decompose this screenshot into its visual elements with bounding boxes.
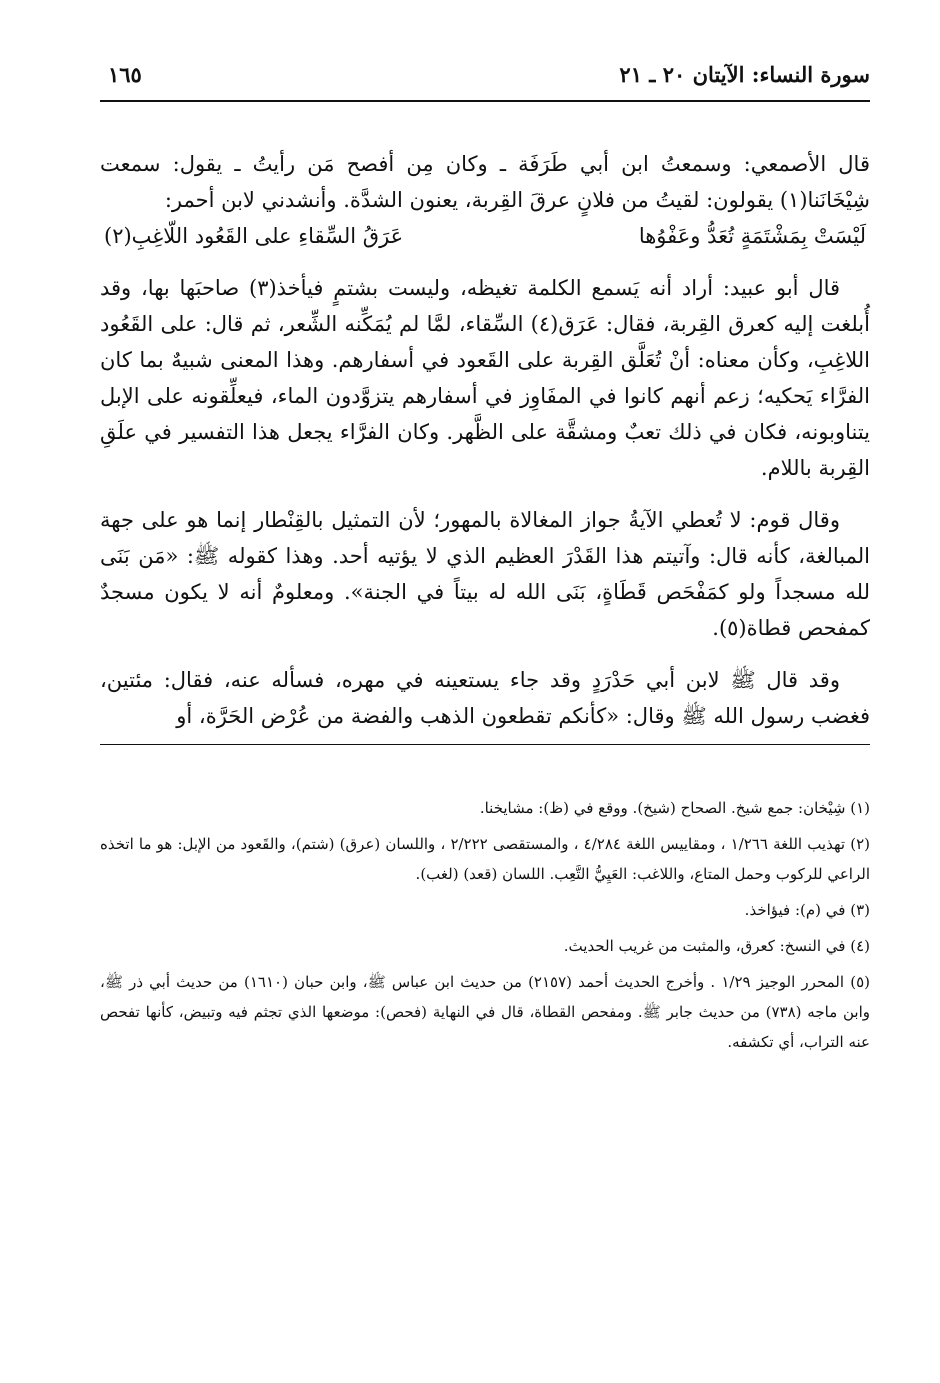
paragraph-3: وقال قوم: لا تُعطي الآيةُ جواز المغالاة بالمهور؛ لأن التمثيل بالقِنْطار إنما هو على جهة المبالغة، كأنه قال: وآتيتم هذا القَدْرَ العظيم الذي لا يؤتيه أحد. وهذا كقوله ﷺ: «مَن بَنَى لله مسجداً ولو كمَفْحَص قَطَاةٍ، بَنَى الله له بيتاً في الجنة». ومعلومٌ أنه لا يكون مسجدٌ كمفحص قطاة(٥).	[100, 508, 870, 640]
footnote-1: (١) شِيْخان: جمع شيخ. الصحاح (شيخ). ووقع في (ظ): مشايخنا.	[479, 799, 870, 817]
footnote-5: (٥) المحرر الوجيز ١/٢٩ . وأخرج الحديث أحمد (٢١٥٧) من حديث ابن عباس ﷺ، وابن حبان (١٦١٠) من حديث أبي ذر ﷺ، وابن ماجه (٧٣٨) من حديث جابر ﷺ. ومفحص القطاة، قال في النهاية (فحص): موضعها الذي تجثم فيه وتبيض، كأنها تفحص عنه التراب، أي تكشفه.	[100, 973, 871, 1051]
document-page	[100, 58, 870, 1063]
footnote-3: (٣) في (م): فيؤاخذ.	[744, 901, 870, 919]
page-number: ١٦٥	[108, 62, 142, 87]
running-title: سورة النساء: الآيتان ٢٠ ـ ٢١	[619, 62, 870, 87]
paragraph-1: قال الأصمعي: وسمعتُ ابن أبي طَرَفَة ـ وكان مِن أفصح مَن رأيتُ ـ يقول: سمعت شِيْخَانَنا(١) يقولون: لقيتُ من فلانٍ عرقَ القِربة، يعنون الشدَّة. وأنشدني لابن أحمر:	[100, 152, 870, 212]
footnote-2: (٢) تهذيب اللغة ١/٢٦٦ ، ومقاييس اللغة ٤/٢٨٤ ، والمستقصى ٢/٢٢٢ ، واللسان (عرق) (شتم)، والقَعود من الإبل: هو ما اتخذه الراعي للركوب وحمل المتاع، واللاغب: العَيِيُّ التَّعِب. اللسان (قعد) (لغب).	[100, 835, 870, 883]
verse-first-hemistich: لَيْسَتْ بِمَشْتَمَةٍ تُعَدُّ وعَفْوُها	[638, 224, 866, 248]
paragraph-2: قال أبو عبيد: أراد أنه يَسمع الكلمة تغيظه، وليست بشتمٍ فيأخذ(٣) صاحبَها بها، وقد أُبلغت إليه كعرق القِربة، فقال: عَرَق(٤) السِّقاء، لمَّا لم يُمَكِّنه الشِّعر، ثم قال: على القَعُود اللاغِبِ، وكأن معناه: أنْ تُعَلَّق القِربة على القَعود في أسفارهم. وهذا المعنى شبيهٌ بما كان الفرَّاء يَحكيه؛ زعم أنهم كانوا في المفَاوِز في أسفارهم يتزوَّدون الماء، فيعلِّقونه على الإبل يتناوبونه، فكان في ذلك تعبٌ ومشقَّة على الظَّهر. وكان الفرَّاء يجعل هذا التفسير في علَقِ القِربة باللام.	[100, 276, 870, 480]
paragraph-4: وقد قال ﷺ لابن أبي حَدْرَدٍ وقد جاء يستعينه في مهره، فسأله عنه، فقال: مئتين، فغضب رسول الله ﷺ وقال: «كأنكم تقطعون الذهب والفضة من عُرْض الحَرَّة، أو	[100, 668, 870, 728]
verse-second-hemistich: عَرَقُ السِّقاءِ على القَعُود اللّاغِبِ(٢)	[104, 224, 404, 248]
poetry-verse	[100, 218, 870, 254]
page-header	[100, 58, 870, 102]
footnotes	[100, 793, 870, 1057]
main-text	[100, 146, 870, 745]
footnote-4: (٤) في النسخ: كعرق، والمثبت من غريب الحديث.	[563, 937, 870, 955]
